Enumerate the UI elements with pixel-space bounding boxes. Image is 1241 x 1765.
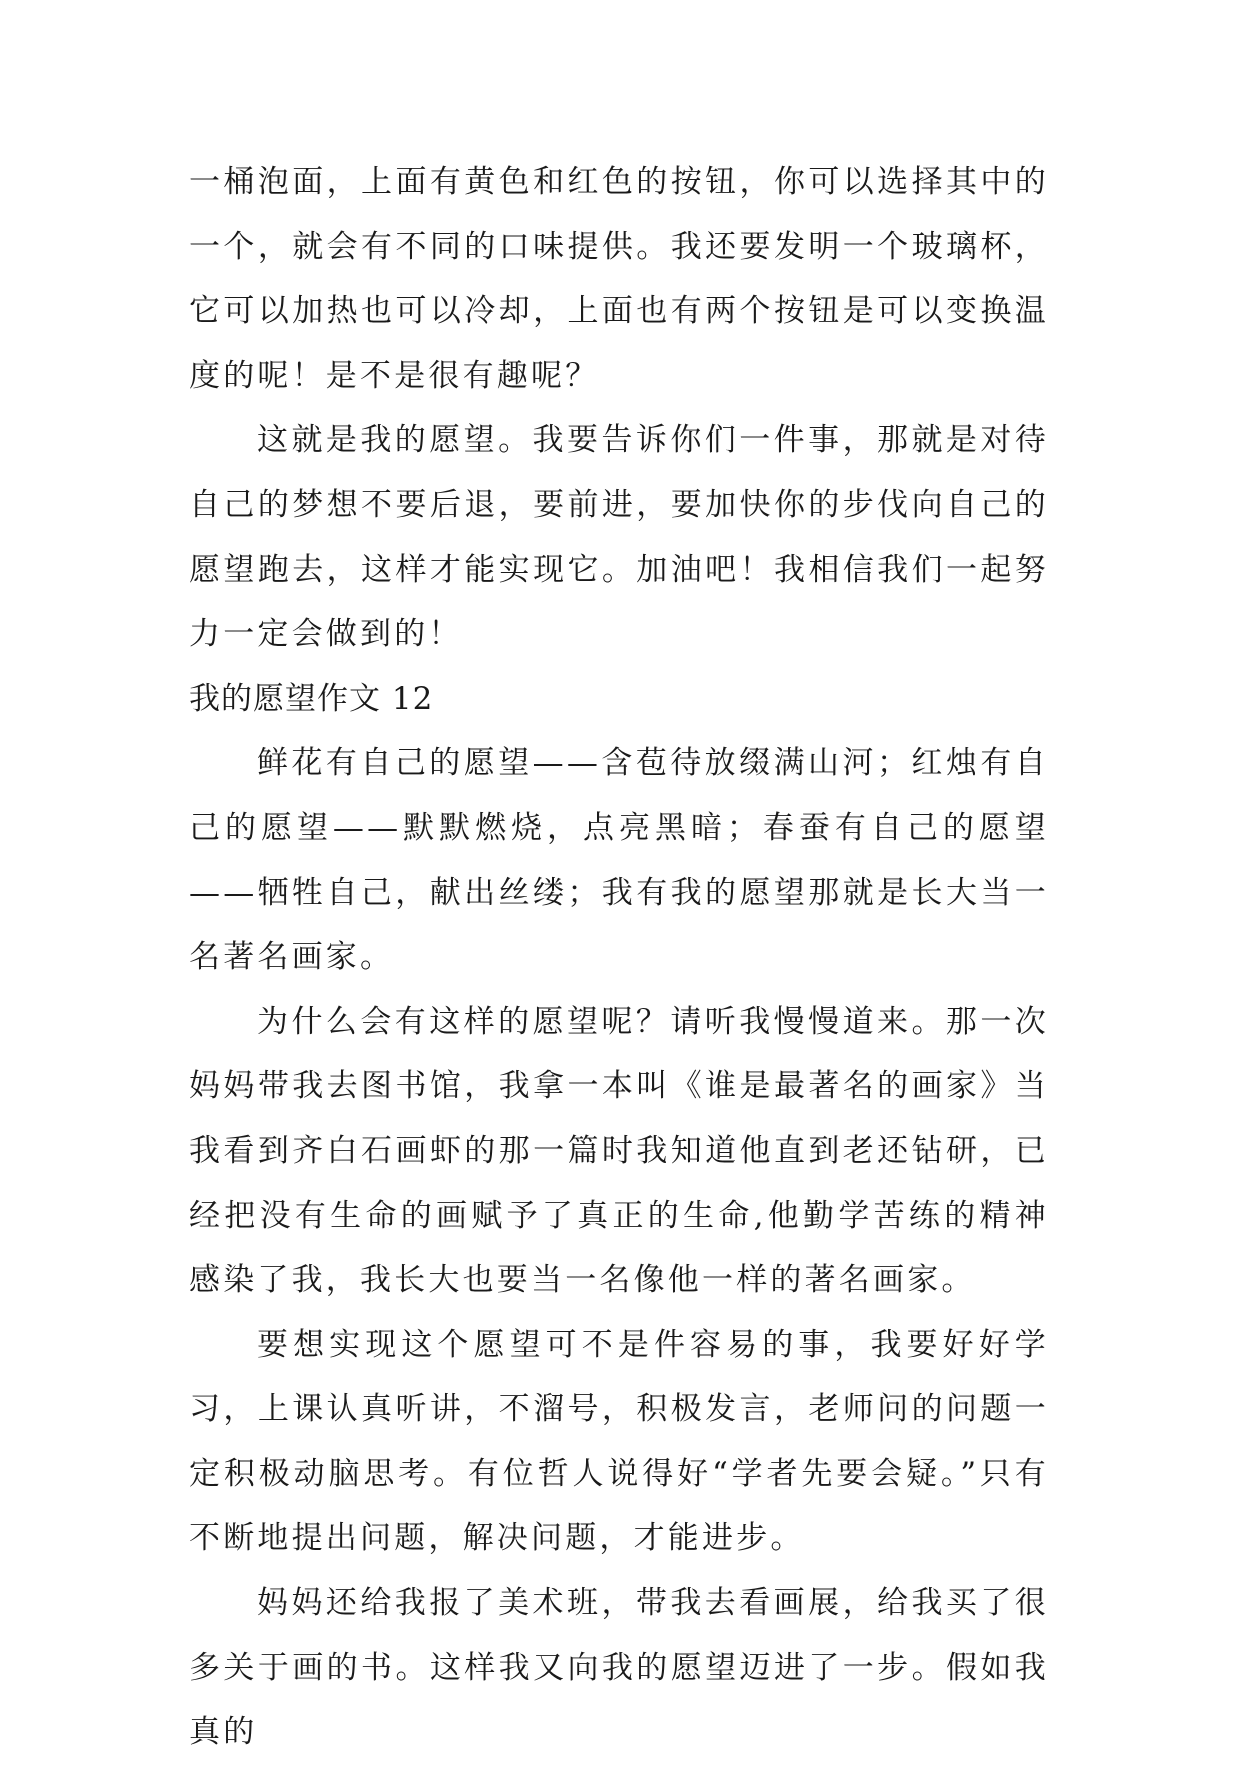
- paragraph-why-wish: 为什么会有这样的愿望呢？请听我慢慢道来。那一次妈妈带我去图书馆，我拿一本叫《谁是最著名的画家》当我看到齐白石画虾的那一篇时我知道他直到老还钻研，已经把没有生命的画赋予了真正的生命,他勤学苦练的精神感染了我，我长大也要当一名像他一样的著名画家。: [189, 1003, 1049, 1299]
- paragraph-wishes-metaphor: 鲜花有自己的愿望——含苞待放缀满山河；红烛有自己的愿望——默默燃烧，点亮黑暗；春蚕有自己的愿望——牺牲自己，献出丝缕；我有我的愿望那就是长大当一名著名画家。: [189, 745, 1049, 976]
- paragraph-mother-support: 妈妈还给我报了美术班，带我去看画展，给我买了很多关于画的书。这样我又向我的愿望迈进了一步。假如我真的: [189, 1585, 1049, 1751]
- paragraph-continued: 一桶泡面，上面有黄色和红色的按钮，你可以选择其中的一个，就会有不同的口味提供。我还要发明一个玻璃杯，它可以加热也可以冷却，上面也有两个按钮是可以变换温度的呢！是不是很有趣呢？: [189, 164, 1049, 394]
- section-title: 我的愿望作文 12: [189, 680, 434, 717]
- paragraph-wish-summary: 这就是我的愿望。我要告诉你们一件事，那就是对待自己的梦想不要后退，要前进，要加快你的步伐向自己的愿望跑去，这样才能实现它。加油吧！我相信我们一起努力一定会做到的！: [189, 422, 1049, 653]
- paragraph-how-to-achieve: 要想实现这个愿望可不是件容易的事，我要好好学习，上课认真听讲，不溜号，积极发言，老师问的问题一定积极动脑思考。有位哲人说得好“学者先要会疑。”只有不断地提出问题，解决问题，才能进步。: [189, 1326, 1049, 1557]
- document-body: [189, 150, 1049, 1765]
